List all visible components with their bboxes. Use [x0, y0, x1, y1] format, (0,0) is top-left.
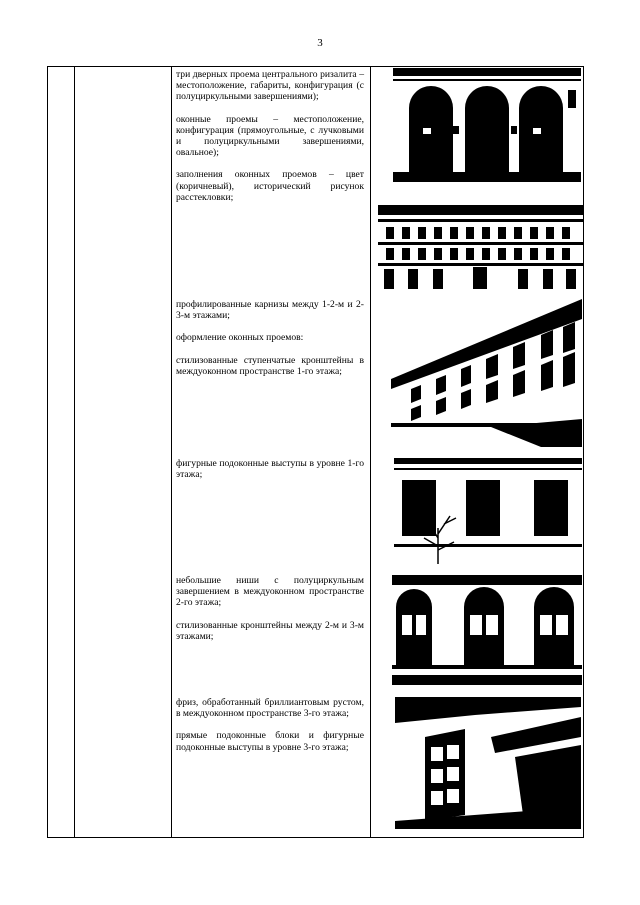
second-floor-arched-windows-photo: [392, 575, 582, 685]
paragraph: профилированные карнизы между 1-2-м и 2-3-м этажами;: [176, 299, 364, 322]
paragraph: небольшие ниши с полуциркульным завершением в междуоконном пространстве 2-го этажа;: [176, 575, 364, 609]
paragraph: оконные проемы – местоположение, конфигурация (прямоугольные, с лучковыми и полуциркульными завершениями, овальное);: [176, 113, 364, 159]
column-divider-3: [370, 67, 371, 837]
arched-entrance-photo: [393, 68, 581, 182]
column-divider-2: [171, 67, 172, 837]
corner-window-detail-photo: [395, 697, 581, 829]
text-block-3: [176, 458, 364, 480]
ground-floor-windows-photo: [394, 458, 582, 564]
paragraph: стилизованные кронштейны между 2-м и 3-м этажами;: [176, 619, 364, 642]
paragraph: фриз, обработанный бриллиантовым рустом, в междуоконном пространстве 3-го этажа;: [176, 697, 364, 720]
column-divider-1: [74, 67, 75, 837]
facade-panorama-photo: [378, 205, 583, 289]
paragraph: прямые подоконные блоки и фигурные подоконные выступы в уровне 3-го этажа;: [176, 730, 364, 753]
text-block-4: [176, 575, 364, 642]
text-block-1: [176, 69, 364, 203]
paragraph: три дверных проема центрального ризалита – местоположение, габариты, конфигурация (с полуциркульными завершениями);: [176, 69, 364, 103]
paragraph: стилизованные ступенчатые кронштейны в междуоконном пространстве 1-го этажа;: [176, 354, 364, 377]
paragraph: оформление оконных проемов:: [176, 332, 304, 344]
page-number: 3: [317, 37, 323, 49]
text-block-5: [176, 697, 364, 753]
paragraph: фигурные подоконные выступы в уровне 1-го этажа;: [176, 458, 364, 481]
facade-perspective-photo: [391, 299, 582, 447]
paragraph: заполнения оконных проемов – цвет (коричневый), исторический рисунок расстекловки;: [176, 169, 364, 203]
text-block-2: [176, 299, 364, 377]
